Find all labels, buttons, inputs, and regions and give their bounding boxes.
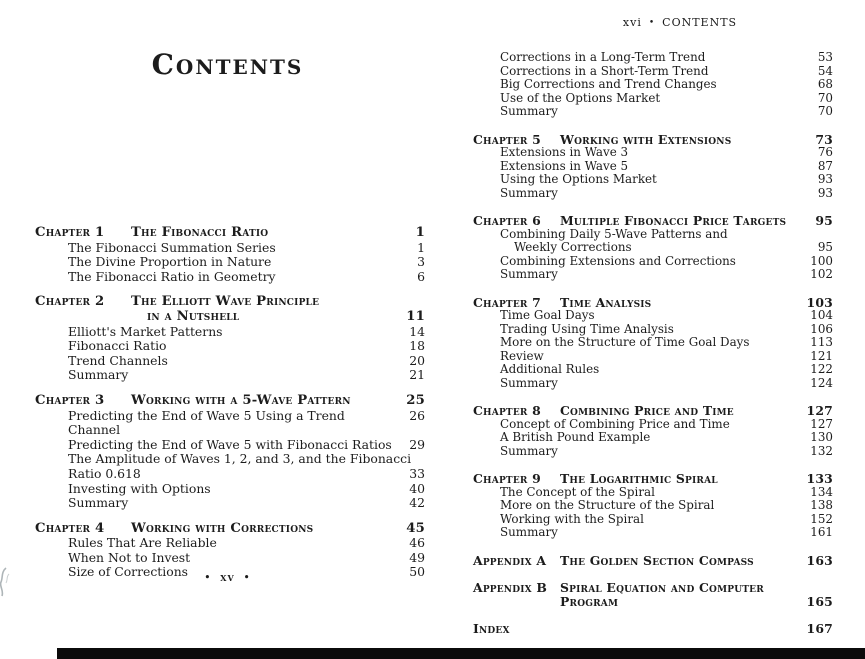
entry-title: Ratio 0.618 — [68, 465, 141, 481]
chapter-heading — [35, 295, 425, 310]
toc-entry — [473, 513, 833, 527]
entry-title: Summary — [500, 525, 558, 539]
toc-entry — [473, 187, 833, 201]
entry-page-number: 100 — [810, 253, 833, 268]
entry-page-number: 95 — [817, 240, 833, 254]
right-toc — [473, 51, 833, 650]
entry-page-number: 40 — [409, 480, 425, 496]
entry-title: Size of Corrections — [68, 564, 189, 580]
entry-title: Extensions in Wave 5 — [500, 158, 629, 173]
entry-page-number: 50 — [409, 564, 425, 580]
chapter-page-number: 127 — [806, 403, 833, 418]
entry-page-number: 14 — [409, 323, 425, 339]
toc-entry — [473, 431, 833, 445]
chapter-title: Working with Extensions — [560, 131, 732, 147]
toc-entry — [473, 51, 833, 65]
chapter-page-number: 11 — [406, 308, 425, 324]
chapter-title: The Fibonacci Ratio — [131, 225, 269, 240]
toc-entry — [473, 105, 833, 119]
entry-title: Summary — [68, 495, 129, 511]
entry-page-number: 93 — [817, 185, 833, 200]
entry-title: Time Goal Days — [500, 308, 595, 322]
entry-page-number: 93 — [817, 172, 833, 186]
entry-title: The Amplitude of Waves 1, 2, and 3, and the Fibonacci — [68, 451, 412, 467]
toc-entry — [473, 323, 833, 337]
entry-title: Elliott's Market Patterns — [68, 323, 223, 339]
chapter-label: Appendix B — [473, 580, 548, 595]
toc-entry — [35, 536, 425, 551]
entry-title: Using the Options Market — [500, 172, 657, 186]
chapter-title: Multiple Fibonacci Price Targets — [560, 213, 787, 228]
chapter-heading — [473, 622, 833, 636]
entry-title: The Concept of the Spiral — [500, 484, 655, 499]
toc-block — [473, 133, 833, 201]
entry-page-number: 122 — [810, 362, 833, 376]
chapter-label: Chapter 3 — [35, 392, 105, 408]
chapter-title: The Logarithmic Spiral — [560, 471, 718, 486]
chapter-label: Chapter 2 — [35, 294, 105, 310]
toc-entry — [35, 452, 425, 467]
toc-block — [35, 295, 425, 383]
entry-page-number: 152 — [810, 511, 833, 526]
chapter-heading-line2 — [473, 595, 833, 609]
toc-block — [473, 554, 833, 568]
entry-title: Predicting the End of Wave 5 with Fibonacci Ratios — [68, 436, 392, 452]
entry-page-number: 26 — [409, 407, 425, 423]
chapter-label: Chapter 1 — [35, 225, 105, 240]
chapter-label: Index — [473, 621, 510, 636]
chapter-label: Chapter 7 — [473, 294, 541, 310]
toc-entry — [473, 268, 833, 282]
entry-page-number: 20 — [409, 352, 425, 368]
toc-entry — [35, 409, 425, 438]
chapter-page-number: 165 — [806, 593, 833, 609]
entry-title: Predicting the End of Wave 5 Using a Trend Channel — [68, 407, 345, 438]
chapter-heading — [473, 133, 833, 147]
entry-page-number: 21 — [409, 367, 425, 383]
entry-page-number: 104 — [810, 308, 833, 322]
entry-title: Summary — [500, 443, 558, 458]
entry-title: Additional Rules — [500, 362, 600, 376]
toc-entry — [473, 241, 833, 255]
entry-title: Summary — [500, 267, 558, 281]
running-head — [560, 16, 800, 29]
chapter-page-number: 103 — [806, 294, 833, 310]
contents-title: Contents — [151, 48, 304, 81]
entry-page-number: 53 — [817, 50, 833, 64]
entry-title: Summary — [500, 375, 558, 390]
entry-title: A British Pound Example — [500, 430, 651, 444]
entry-title: Combining Extensions and Corrections — [500, 253, 736, 268]
entry-page-number: 6 — [417, 268, 425, 284]
left-toc — [35, 226, 425, 591]
entry-title: Weekly Corrections — [514, 240, 632, 254]
entry-page-number: 18 — [409, 338, 425, 354]
bullet-separator-icon: • — [648, 18, 656, 28]
entry-title: Concept of Combining Price and Time — [500, 416, 730, 431]
chapter-page-number: 25 — [406, 392, 425, 408]
toc-entry — [35, 482, 425, 497]
entry-title: Rules That Are Reliable — [68, 535, 217, 551]
folio-number: xv — [220, 570, 235, 584]
entry-page-number: 138 — [810, 498, 833, 512]
entry-page-number: 49 — [409, 549, 425, 565]
entry-title: Summary — [500, 185, 558, 200]
chapter-title: Combining Price and Time — [560, 403, 734, 418]
toc-entry — [35, 325, 425, 340]
entry-page-number: 70 — [817, 90, 833, 105]
entry-title: Trading Using Time Analysis — [500, 321, 674, 336]
entry-page-number: 161 — [810, 525, 833, 539]
chapter-page-number: 133 — [806, 471, 833, 486]
toc-entry — [473, 228, 833, 242]
toc-entry — [473, 255, 833, 269]
entry-title: Review — [500, 348, 544, 363]
entry-title: The Fibonacci Ratio in Geometry — [68, 268, 276, 284]
toc-entry — [473, 363, 833, 377]
toc-entry — [473, 486, 833, 500]
entry-page-number: 3 — [417, 254, 425, 270]
toc-entry — [35, 467, 425, 482]
chapter-page-number: 163 — [806, 552, 833, 568]
toc-entry — [35, 354, 425, 369]
chapter-title: Working with Corrections — [131, 520, 314, 536]
toc-block — [473, 581, 833, 608]
chapter-title: The Golden Section Compass — [560, 552, 754, 568]
toc-block — [473, 296, 833, 391]
entry-title: Combining Daily 5-Wave Patterns and — [500, 226, 728, 241]
entry-page-number: 46 — [409, 535, 425, 551]
toc-entry — [473, 445, 833, 459]
chapter-page-number: 73 — [815, 131, 833, 147]
toc-entry — [473, 309, 833, 323]
chapter-heading — [473, 472, 833, 486]
entry-title: Corrections in a Long-Term Trend — [500, 50, 706, 64]
entry-page-number: 29 — [409, 436, 425, 452]
chapter-heading — [473, 296, 833, 310]
scan-bottom-bar-artifact — [57, 648, 865, 659]
toc-block — [473, 51, 833, 119]
toc-entry — [35, 496, 425, 511]
entry-page-number: 121 — [810, 348, 833, 363]
entry-page-number: 87 — [817, 158, 833, 173]
entry-title: More on the Structure of the Spiral — [500, 498, 715, 512]
entry-page-number: 106 — [810, 321, 833, 336]
chapter-title: The Elliott Wave Principle — [131, 294, 320, 310]
entry-title: Fibonacci Ratio — [68, 338, 167, 354]
chapter-heading — [473, 554, 833, 568]
toc-entry — [473, 173, 833, 187]
chapter-label: Appendix A — [473, 552, 547, 568]
chapter-heading — [35, 522, 425, 537]
chapter-heading — [473, 581, 833, 595]
toc-entry — [473, 146, 833, 160]
scan-smudge-artifact — [0, 566, 12, 598]
chapter-heading — [35, 226, 425, 241]
left-page-folio — [0, 570, 455, 584]
entry-title: The Fibonacci Summation Series — [68, 239, 276, 255]
entry-page-number: 127 — [810, 416, 833, 431]
chapter-label: Chapter 8 — [473, 403, 541, 418]
toc-entry — [35, 241, 425, 256]
toc-entry — [473, 65, 833, 79]
entry-title: Trend Channels — [68, 352, 168, 368]
toc-entry — [35, 368, 425, 383]
entry-title: More on the Structure of Time Goal Days — [500, 335, 750, 349]
entry-page-number: 124 — [810, 375, 833, 390]
chapter-page-number: 167 — [806, 621, 833, 636]
toc-entry — [35, 255, 425, 270]
chapter-heading — [35, 394, 425, 409]
entry-title: Working with the Spiral — [500, 511, 644, 526]
chapter-title-continued: Program — [560, 593, 619, 609]
entry-page-number: 70 — [817, 104, 833, 118]
toc-entry — [35, 270, 425, 285]
entry-page-number: 54 — [817, 63, 833, 78]
folio-dot-left-icon: • — [204, 573, 212, 583]
toc-block — [473, 404, 833, 458]
toc-block — [473, 214, 833, 282]
chapter-page-number: 45 — [406, 520, 425, 536]
toc-block — [473, 472, 833, 540]
entry-title: Corrections in a Short-Term Trend — [500, 63, 709, 78]
entry-page-number: 42 — [409, 495, 425, 511]
entry-page-number: 1 — [417, 239, 425, 255]
chapter-label: Chapter 9 — [473, 471, 541, 486]
running-head-folio: xvi — [622, 16, 642, 29]
entry-page-number: 130 — [810, 430, 833, 444]
entry-title: Use of the Options Market — [500, 90, 661, 105]
chapter-page-number: 95 — [815, 213, 833, 228]
chapter-label: Chapter 5 — [473, 131, 541, 147]
entry-page-number: 113 — [810, 335, 833, 349]
entry-title: The Divine Proportion in Nature — [68, 254, 272, 270]
chapter-heading — [473, 214, 833, 228]
toc-entry — [473, 160, 833, 174]
entry-title: Investing with Options — [68, 480, 211, 496]
chapter-label: Chapter 4 — [35, 520, 105, 536]
toc-entry — [473, 499, 833, 513]
entry-title: Summary — [68, 367, 129, 383]
entry-title: Summary — [500, 104, 558, 118]
chapter-title-continued: in a Nutshell — [147, 308, 240, 324]
entry-page-number: 76 — [817, 145, 833, 159]
entry-page-number: 33 — [409, 465, 425, 481]
chapter-title: Working with a 5-Wave Pattern — [131, 392, 351, 408]
entry-page-number: 102 — [810, 267, 833, 281]
toc-block — [35, 394, 425, 511]
chapter-label: Chapter 6 — [473, 213, 541, 228]
chapter-heading — [473, 404, 833, 418]
toc-entry — [473, 336, 833, 350]
chapter-heading-line2 — [35, 310, 425, 325]
toc-entry — [473, 350, 833, 364]
chapter-title: Time Analysis — [560, 294, 652, 310]
toc-entry — [35, 339, 425, 354]
running-head-title: CONTENTS — [662, 16, 738, 29]
entry-title: Extensions in Wave 3 — [500, 145, 629, 159]
entry-title: When Not to Invest — [68, 549, 191, 565]
chapter-title: Spiral Equation and Computer — [560, 580, 764, 595]
toc-entry — [473, 377, 833, 391]
toc-entry — [473, 526, 833, 540]
toc-block — [473, 622, 833, 636]
toc-entry — [473, 418, 833, 432]
toc-entry — [473, 92, 833, 106]
folio-dot-right-icon: • — [243, 573, 251, 583]
entry-title: Big Corrections and Trend Changes — [500, 77, 717, 91]
toc-entry — [473, 78, 833, 92]
toc-entry — [35, 551, 425, 566]
toc-entry — [35, 438, 425, 453]
entry-page-number: 68 — [817, 77, 833, 91]
entry-page-number: 132 — [810, 443, 833, 458]
chapter-page-number: 1 — [415, 225, 425, 240]
entry-page-number: 134 — [810, 484, 833, 499]
toc-block — [35, 226, 425, 284]
